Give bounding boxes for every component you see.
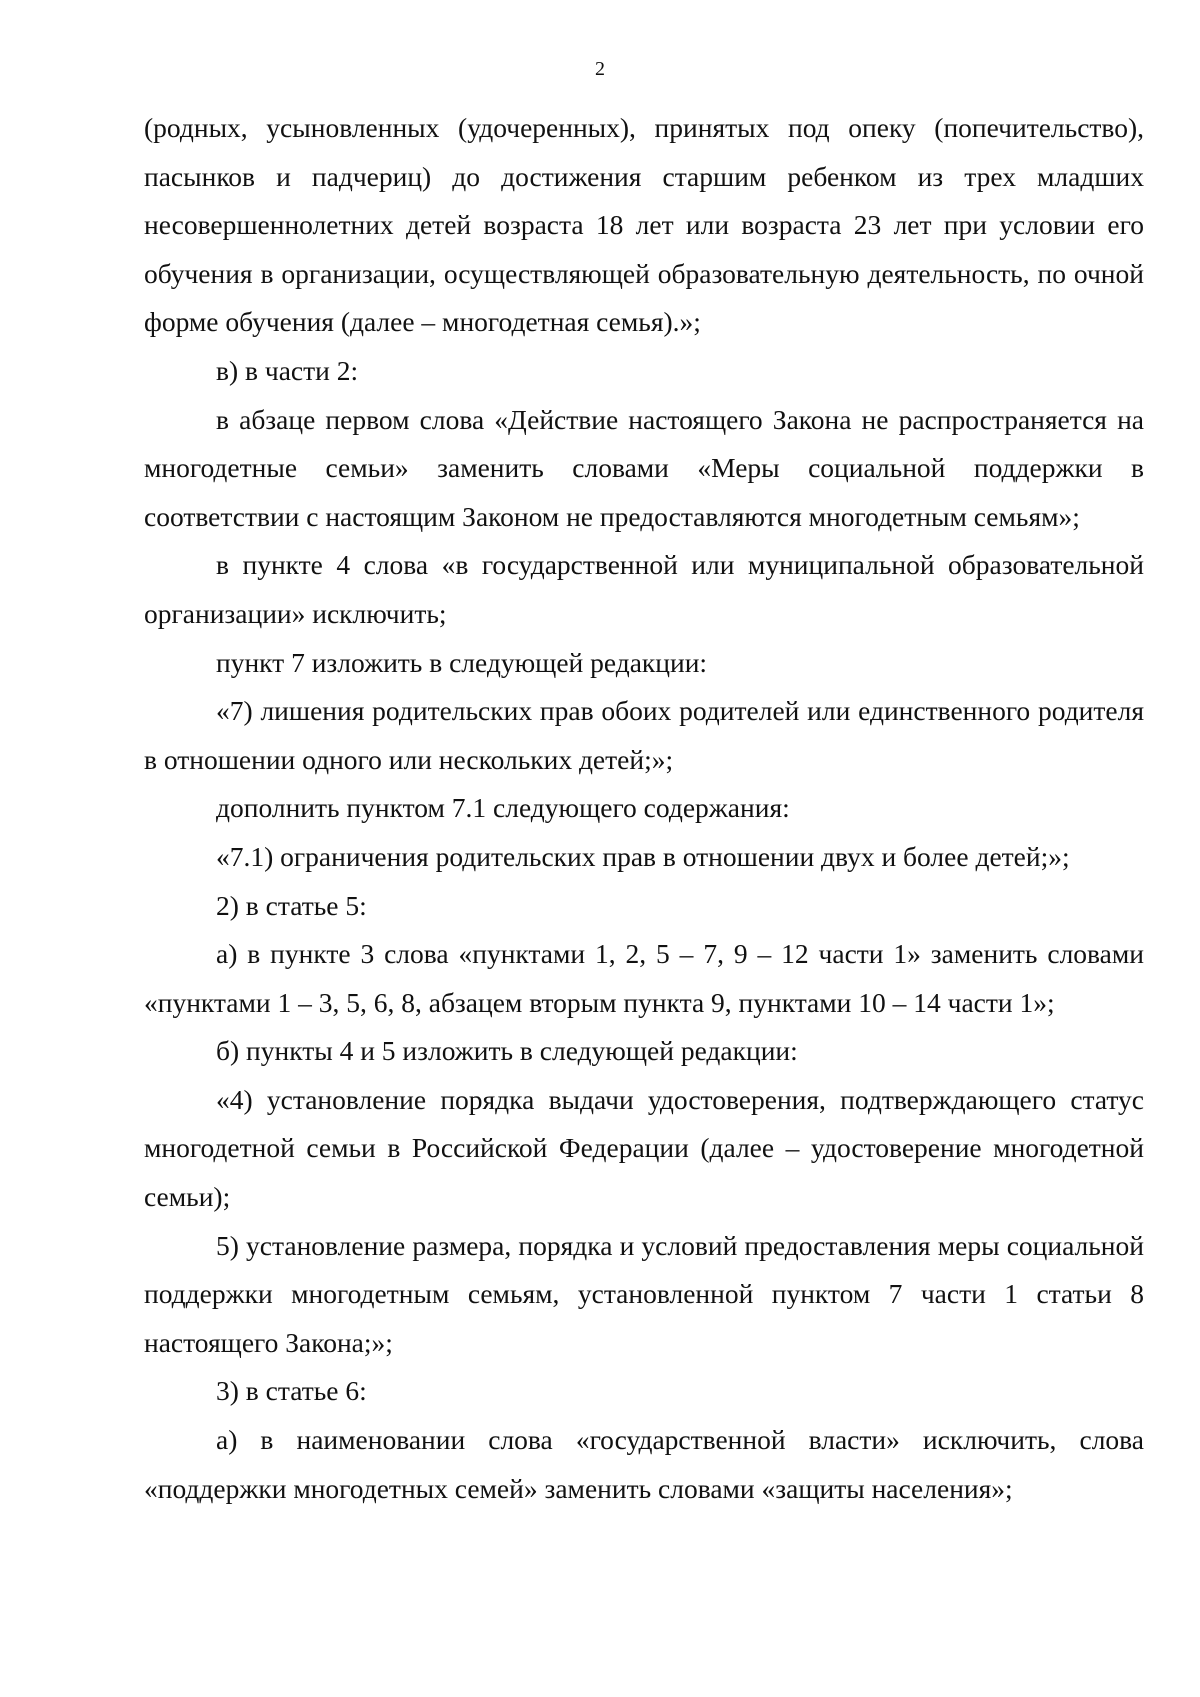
paragraph-first-indent-amendment: в абзаце первом слова «Действие настоящего Закона не распространяется на многодетные семьи» заменить словами «Меры социальной поддержки в соответствии с настоящим Законом не предоставляются многодетным семьям»; bbox=[144, 403, 1144, 532]
paragraph-continuation: (родных, усыновленных (удочеренных), принятых под опеку (попечительство), пасынков и падчериц) до достижения старшим ребенком из трех младших несовершеннолетних детей возраста 18 лет или возраста 23 лет при условии его обучения в организации, осуществляющей образовательную деятельность, по очной форме обучения (далее – многодетная семья).»; bbox=[144, 112, 1144, 338]
paragraph-article-5-heading: 2) в статье 5: bbox=[216, 889, 367, 921]
paragraph-article-5-b: б) пункты 4 и 5 изложить в следующей редакции: bbox=[216, 1035, 798, 1067]
paragraph-article-5-a: а) в пункте 3 слова «пунктами 1, 2, 5 – 7, 9 – 12 части 1» заменить словами «пунктами 1 – 3, 5, 6, 8, абзацем вторым пункта 9, пунктами 10 – 14 части 1»; bbox=[144, 938, 1144, 1018]
paragraph-article-6-a: а) в наименовании слова «государственной власти» исключить, слова «поддержки многодетных семей» заменить словами «защиты населения»; bbox=[144, 1424, 1144, 1504]
paragraph-point-4-text: «4) установление порядка выдачи удостоверения, подтверждающего статус многодетной семьи в Российской Федерации (далее – удостоверение многодетной семьи); bbox=[144, 1083, 1144, 1213]
paragraph-point-5-text: 5) установление размера, порядка и условий предоставления меры социальной поддержки многодетным семьям, установленной пунктом 7 части 1 статьи 8 настоящего Закона;»; bbox=[144, 1229, 1144, 1358]
paragraph-point-7-1-intro: дополнить пунктом 7.1 следующего содержания: bbox=[216, 792, 790, 824]
paragraph-point-7-1-text: «7.1) ограничения родительских прав в отношении двух и более детей;»; bbox=[216, 840, 1070, 872]
paragraph-point-7-intro: пункт 7 изложить в следующей редакции: bbox=[216, 646, 708, 678]
paragraph-point-4-amendment: в пункте 4 слова «в государственной или муниципальной образовательной организации» исключить; bbox=[144, 549, 1144, 629]
paragraph-subitem-v: в) в части 2: bbox=[216, 354, 359, 386]
page-number: 2 bbox=[595, 58, 605, 80]
paragraph-article-6-heading: 3) в статье 6: bbox=[216, 1375, 367, 1407]
paragraph-point-7-text: «7) лишения родительских прав обоих родителей или единственного родителя в отношении одного или нескольких детей;»; bbox=[144, 695, 1144, 775]
document-body bbox=[144, 104, 1144, 1513]
